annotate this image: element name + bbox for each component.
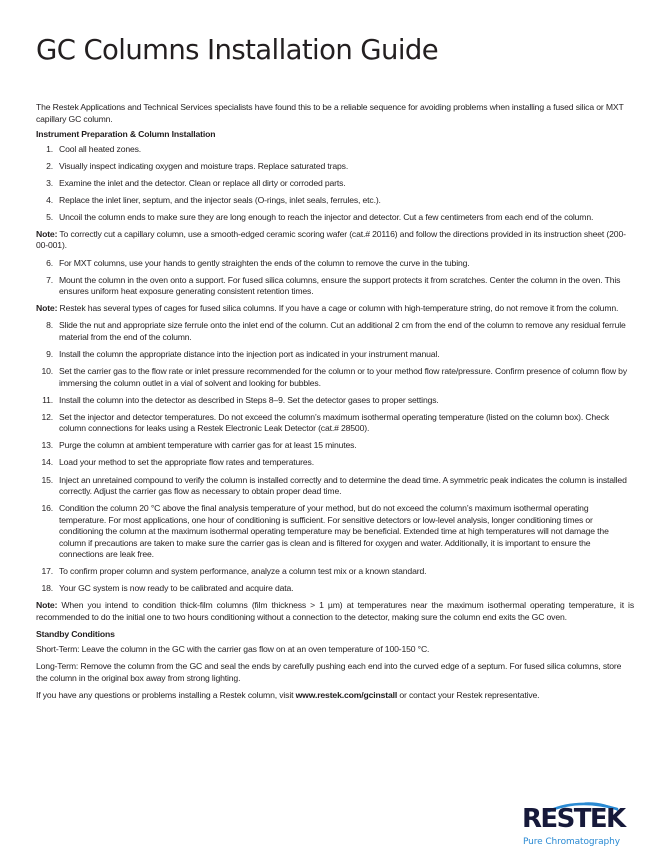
step-number: 15. bbox=[41, 474, 53, 485]
step-text: Uncoil the column ends to make sure they are long enough to reach the injector and detector. Cut a few centimeters from each end of the column. bbox=[59, 211, 594, 222]
long-term-paragraph: Long-Term: Remove the column from the GC and seal the ends by carefully pushing each end into the curved edge of a septum. For fused silica columns, store the column in the original box away from strong lighting. bbox=[36, 661, 622, 683]
step-item bbox=[36, 395, 634, 407]
step-item bbox=[36, 412, 634, 435]
short-term-paragraph: Short-Term: Leave the column in the GC with the carrier gas flow on at an oven temperature of 100-150 °C. bbox=[36, 643, 430, 654]
note-cutting bbox=[36, 229, 634, 252]
step-item bbox=[36, 178, 634, 190]
step-item bbox=[36, 349, 634, 361]
step-text: Examine the inlet and the detector. Clean or replace all dirty or corroded parts. bbox=[59, 177, 346, 188]
step-number: 13. bbox=[41, 440, 53, 451]
step-text: Your GC system is now ready to be calibrated and acquire data. bbox=[59, 583, 294, 594]
step-text: For MXT columns, use your hands to gently straighten the ends of the column to remove the curve in the tubing. bbox=[59, 257, 470, 268]
page-title: GC Columns Installation Guide bbox=[36, 34, 439, 66]
step-item bbox=[36, 566, 634, 578]
step-text: Set the injector and detector temperatures. Do not exceed the column’s maximum isothermal operating temperature (listed on the column box). Check column connections for leaks using a Restek Electronic Leak Detector (cat.# 28500). bbox=[59, 411, 610, 434]
section-heading-standby: Standby Conditions bbox=[36, 628, 115, 639]
note-text: Restek has several types of cages for fused silica columns. If you have a cage or column with high-temperature string, do not remove it from the column. bbox=[57, 303, 619, 314]
step-item bbox=[36, 144, 634, 156]
step-number: 18. bbox=[41, 583, 53, 594]
step-item bbox=[36, 475, 634, 498]
step-item bbox=[36, 583, 634, 595]
note-label: Note: bbox=[36, 600, 58, 611]
steps-list-part1 bbox=[36, 144, 634, 224]
section-heading-installation: Instrument Preparation & Column Installation bbox=[36, 128, 216, 139]
step-number: 7. bbox=[46, 274, 53, 285]
step-text: To confirm proper column and system performance, analyze a column test mix or a known standard. bbox=[59, 566, 427, 577]
step-text: Set the carrier gas to the flow rate or inlet pressure recommended for the column or to your method flow rate/pressure. Confirm presence of column flow by immersing the column outlet in a vial of solvent and looking for bubbles. bbox=[59, 366, 627, 388]
note-cages bbox=[36, 303, 634, 315]
step-item bbox=[36, 440, 634, 452]
step-item bbox=[36, 195, 634, 207]
step-number: 5. bbox=[46, 211, 53, 222]
logo-wordmark: RESTEK bbox=[522, 804, 625, 834]
contact-text-after: or contact your Restek representative. bbox=[397, 689, 540, 700]
steps-list-part3 bbox=[36, 320, 634, 594]
step-text: Install the column the appropriate distance into the injection port as indicated in your instrument manual. bbox=[59, 348, 440, 359]
step-number: 10. bbox=[41, 366, 53, 377]
step-item bbox=[36, 503, 634, 561]
note-text: To correctly cut a capillary column, use a smooth-edged ceramic scoring wafer (cat.# 20116) and follow the directions provided in its instruction sheet (200-00-001). bbox=[36, 228, 626, 251]
step-item bbox=[36, 258, 634, 270]
document-body bbox=[36, 102, 634, 707]
note-thick-film bbox=[36, 600, 634, 623]
step-item bbox=[36, 275, 634, 298]
note-label: Note: bbox=[36, 303, 58, 314]
step-number: 14. bbox=[41, 457, 53, 468]
step-item bbox=[36, 457, 634, 469]
step-number: 17. bbox=[41, 566, 53, 577]
step-text: Load your method to set the appropriate flow rates and temperatures. bbox=[59, 457, 314, 468]
step-number: 9. bbox=[46, 348, 53, 359]
step-text: Condition the column 20 °C above the final analysis temperature of your method, but do not exceed the column’s maximum isothermal operating temperature. For most applications, one hour of conditioning is sufficient. For sensitive detectors or low-level analysis, longer conditioning times or conditioning the column at the maximum isothermal operating temperature may be beneficial. Extended time at high temperatures will not damage the column if precautions are taken to make sure the carrier gas is clean and is filtered for oxygen and water. Additionally, it is important to ensure the connections are leak free. bbox=[59, 503, 609, 560]
steps-list-part2 bbox=[36, 258, 634, 298]
intro-paragraph: The Restek Applications and Technical Services specialists have found this to be a reliable sequence for avoiding problems when installing a fused silica or MXT capillary GC column. bbox=[36, 102, 624, 124]
step-text: Visually inspect indicating oxygen and moisture traps. Replace saturated traps. bbox=[59, 160, 349, 171]
step-number: 16. bbox=[41, 503, 53, 514]
step-text: Slide the nut and appropriate size ferrule onto the inlet end of the column. Cut an additional 2 cm from the end of the column to remove any residual ferrule material from the end of the column. bbox=[59, 320, 626, 342]
step-text: Inject an unretained compound to verify the column is installed correctly and to determine the dead time. A symmetric peak indicates the column is installed correctly. Adjust the carrier gas flow as necessary to obtain proper dead time. bbox=[59, 474, 627, 496]
restek-logo bbox=[521, 800, 631, 852]
step-number: 3. bbox=[46, 177, 53, 188]
step-number: 8. bbox=[46, 320, 53, 331]
note-text: When you intend to condition thick-film columns (film thickness > 1 µm) at temperatures near the maximum isothermal operating temperature, it is recommended to do the initial one to two hours conditioning without a connection to the detector, making sure the column end exits the GC oven. bbox=[36, 600, 634, 622]
step-item bbox=[36, 212, 634, 224]
step-number: 4. bbox=[46, 194, 53, 205]
step-number: 11. bbox=[42, 394, 53, 405]
gcinstall-link[interactable]: www.restek.com/gcinstall bbox=[295, 689, 398, 700]
logo-tagline: Pure Chromatography bbox=[523, 837, 620, 847]
step-item bbox=[36, 366, 634, 389]
step-item bbox=[36, 161, 634, 173]
step-text: Purge the column at ambient temperature with carrier gas for at least 15 minutes. bbox=[59, 440, 357, 451]
step-text: Replace the inlet liner, septum, and the injector seals (O-rings, inlet seals, ferrules, etc.). bbox=[59, 194, 381, 205]
step-number: 6. bbox=[46, 257, 53, 268]
note-label: Note: bbox=[36, 228, 58, 239]
step-number: 1. bbox=[46, 143, 53, 154]
contact-paragraph bbox=[36, 690, 634, 702]
step-number: 2. bbox=[46, 160, 53, 171]
contact-text-before: If you have any questions or problems installing a Restek column, visit bbox=[36, 689, 296, 700]
step-item bbox=[36, 320, 634, 343]
step-text: Mount the column in the oven onto a support. For fused silica columns, ensure the support protects it from scratches. Center the column in the oven. This ensures uniform heat exposure generating consistent retention times. bbox=[59, 274, 621, 297]
step-number: 12. bbox=[41, 411, 53, 422]
step-text: Cool all heated zones. bbox=[59, 143, 142, 154]
step-text: Install the column into the detector as described in Steps 8–9. Set the detector gases to proper settings. bbox=[59, 394, 439, 405]
